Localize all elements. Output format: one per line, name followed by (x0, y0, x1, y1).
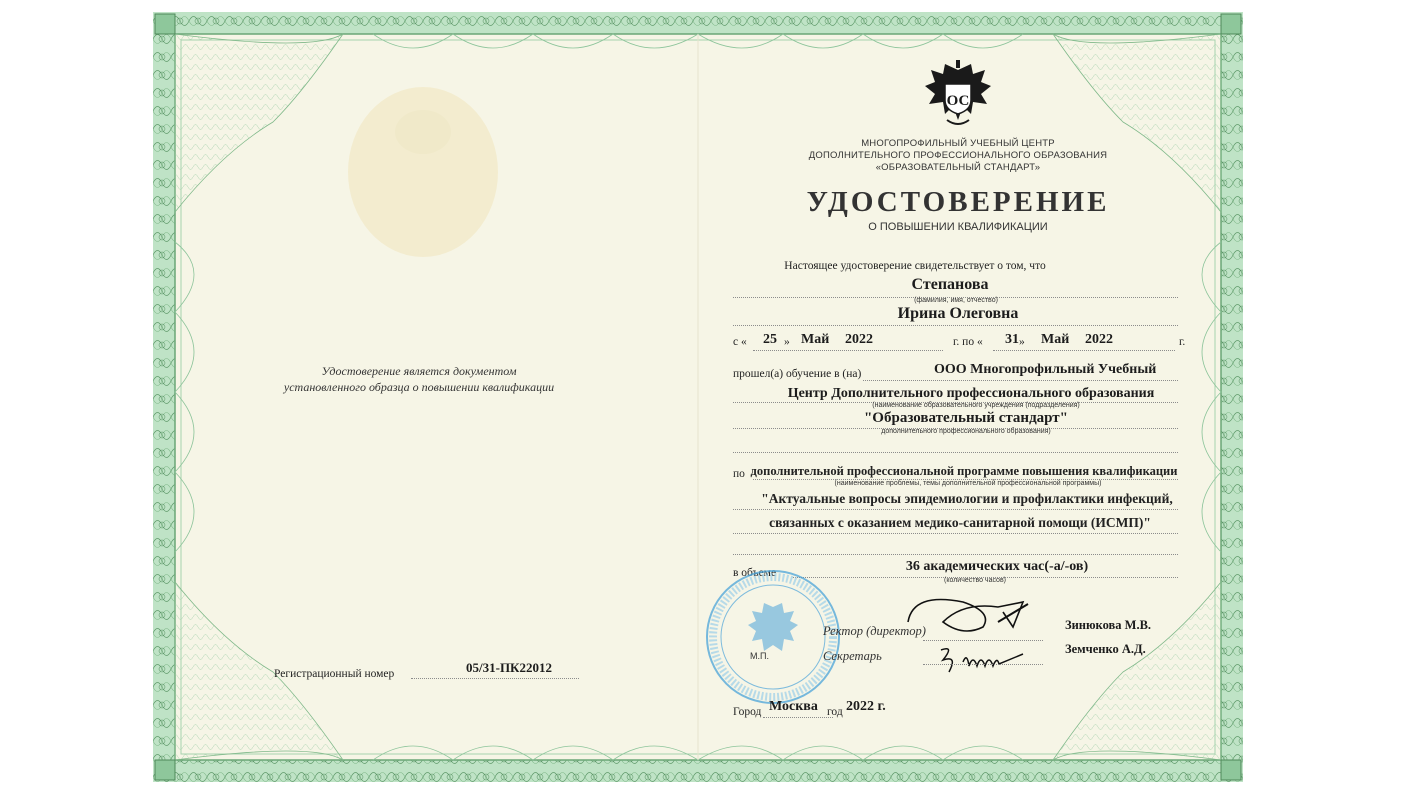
left-note-line-1: Удостоверение является документом (321, 364, 517, 378)
org-line-1: МНОГОПРОФИЛЬНЫЙ УЧЕБНЫЙ ЦЕНТР (861, 138, 1055, 149)
date-from-close: » (784, 336, 790, 348)
studied-label: прошел(а) обучение в (на) (733, 368, 862, 380)
institution-caption: (наименование образовательного учреждения (подразделения) (872, 402, 1080, 409)
date-to-day: 31 (1005, 332, 1019, 347)
volume-value: 36 академических час(-а/-ов) (905, 559, 1089, 574)
double-headed-eagle-emblem (923, 60, 993, 132)
institution-line-1: ООО Многопрофильный Учебный (934, 362, 1157, 377)
city-label: Город (733, 706, 762, 718)
certifies-text: Настоящее удостоверение свидетельствует о том, что (784, 260, 1046, 272)
program-line-2: "Актуальные вопросы эпидемиологии и профилактики инфекций, (761, 491, 1173, 506)
secretary-label: Секретарь (823, 649, 882, 663)
date-to-year: 2022 (1085, 332, 1113, 347)
date-to-close: » (1019, 336, 1025, 348)
emblem-text: ОС (946, 93, 970, 109)
date-from-day: 25 (763, 332, 777, 347)
volume-caption: (количество часов) (944, 577, 1006, 584)
volume-label: в объеме (733, 567, 777, 579)
date-from-prefix: с « (733, 336, 747, 348)
institution-line-3: "Образовательный стандарт" (863, 410, 1069, 426)
certificate-document (153, 12, 1243, 782)
secretary-signature (933, 640, 1033, 680)
document-title: УДОСТОВЕРЕНИЕ (806, 186, 1110, 218)
fio-caption: (фамилия, имя, отчество) (914, 297, 998, 304)
document-subtitle: О ПОВЫШЕНИИ КВАЛИФИКАЦИИ (868, 221, 1048, 233)
name-value: Ирина Олеговна (897, 305, 1019, 322)
left-note-line-2: установленного образца о повышении квалификации (283, 380, 555, 394)
date-from-month: Май (801, 332, 830, 347)
org-line-2: ДОПОЛНИТЕЛЬНОГО ПРОФЕССИОНАЛЬНОГО ОБРАЗОВАНИЯ (808, 150, 1108, 161)
year-label: год (827, 706, 843, 718)
stamp-mark: М.П. (750, 651, 769, 661)
surname-value: Степанова (911, 276, 989, 293)
rector-signature (903, 582, 1033, 642)
rector-name: Зинюкова М.В. (1065, 618, 1152, 632)
program-caption: (наименование проблемы, темы дополнительной профессиональной программы) (834, 480, 1102, 487)
rector-label: Ректор (директор) (823, 624, 926, 638)
institution-caption-2: дополнительного профессионального образования) (881, 428, 1051, 435)
program-line-1: дополнительной профессиональной программе повышения квалификации (750, 464, 1178, 478)
date-from-year: 2022 (845, 332, 873, 347)
city-value: Москва (769, 699, 818, 714)
by-label: по (733, 468, 745, 480)
date-to-prefix: г. по « (953, 336, 983, 348)
year-value: 2022 г. (846, 699, 886, 714)
date-year-suffix: г. (1179, 336, 1186, 348)
date-to-month: Май (1041, 332, 1070, 347)
reg-number-value: 05/31-ПК22012 (466, 660, 552, 675)
secretary-name: Земченко А.Д. (1065, 642, 1146, 656)
reg-number-label: Регистрационный номер (274, 668, 395, 680)
program-line-3: связанных с оказанием медико-санитарной помощи (ИСМП)" (769, 515, 1151, 530)
institution-line-2: Центр Дополнительного профессионального образования (787, 386, 1155, 401)
org-line-3: «ОБРАЗОВАТЕЛЬНЫЙ СТАНДАРТ» (875, 162, 1041, 173)
watermark-eagle-icon (348, 87, 498, 257)
